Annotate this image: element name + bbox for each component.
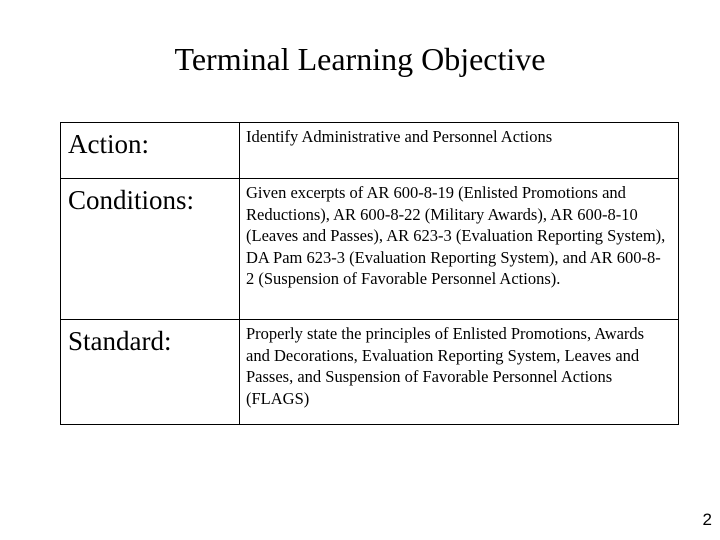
conditions-label-cell: [61, 179, 240, 320]
action-label-cell: [61, 123, 240, 179]
standard-value: Properly state the principles of Enlisted Promotions, Awards and Decorations, Evaluation Reporting System, Leaves and Passes, and Suspension of Favorable Personnel Actions (FLAGS): [246, 324, 645, 408]
action-value: Identify Administrative and Personnel Actions: [246, 127, 553, 146]
slide-title: Terminal Learning Objective: [174, 41, 546, 77]
conditions-label: Conditions:: [68, 185, 195, 215]
action-value-cell: [240, 123, 679, 179]
page-number: 2: [702, 510, 712, 529]
standard-value-cell: [240, 320, 679, 425]
conditions-value-cell: [240, 179, 679, 320]
table-row-conditions: [61, 179, 679, 320]
standard-label-cell: [61, 320, 240, 425]
objective-table: [60, 122, 679, 425]
standard-label: Standard:: [68, 326, 172, 356]
table-row-action: [61, 123, 679, 179]
table-row-standard: [61, 320, 679, 425]
action-label: Action:: [68, 129, 149, 159]
conditions-value: Given excerpts of AR 600-8-19 (Enlisted Promotions and Reductions), AR 600-8-22 (Military Awards), AR 600-8-10 (Leaves and Passes), AR 623-3 (Evaluation Reporting System), DA Pam 623-3 (Evaluation Reporting System), and AR 600-8-2 (Suspension of Favorable Personnel Actions).: [246, 183, 666, 288]
